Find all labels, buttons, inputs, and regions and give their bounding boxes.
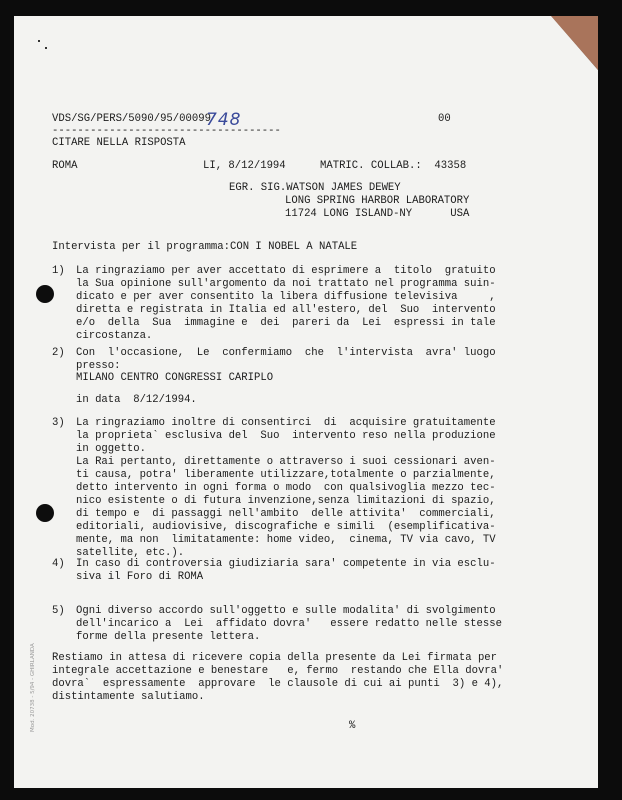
item-number: 3): [52, 417, 65, 429]
addressee-line: EGR. SIG.WATSON JAMES DEWEY: [229, 182, 401, 194]
footer-mark: %: [349, 720, 356, 732]
item-text-line: e/o della Sua immagine e dei pareri da Lei espressi in tale: [76, 317, 496, 329]
item-text-line: satellite, etc.).: [76, 547, 185, 559]
item-text-line: in data 8/12/1994.: [76, 394, 197, 406]
item-number: 2): [52, 347, 65, 359]
matric-number: MATRIC. COLLAB.: 43358: [320, 160, 467, 172]
item-text-line: dell'incarico a Lei affidato dovra' essere redatto nelle stesse: [76, 618, 502, 630]
addressee-line: 11724 LONG ISLAND-NY USA: [285, 208, 470, 220]
date: LI, 8/12/1994: [203, 160, 286, 172]
item-text-line: in oggetto.: [76, 443, 146, 455]
item-text-line: mente, ma non limitatamente: home video, cinema, TV via cavo, TV: [76, 534, 496, 546]
speck: [45, 47, 47, 49]
item-number: 5): [52, 605, 65, 617]
item-text-line: di tempo e di passaggi nell'ambito delle attivita' commerciali,: [76, 508, 496, 520]
item-text-line: diretta e registrata in Italia ed all'estero, del Suo intervento: [76, 304, 496, 316]
item-text-line: In caso di controversia giudiziaria sara' competente in via esclu-: [76, 558, 496, 570]
item-number: 4): [52, 558, 65, 570]
punch-hole-bottom: [36, 504, 54, 522]
item-text-line: Ogni diverso accordo sull'oggetto e sulle modalita' di svolgimento: [76, 605, 496, 617]
margin-print: Mod. 20738 - 5/94 - GHIRLANDA: [30, 643, 36, 732]
subject-line: Intervista per il programma:CON I NOBEL A NATALE: [52, 241, 358, 253]
place: ROMA: [52, 160, 78, 172]
item-text-line: editoriali, audiovisive, discografiche e simili (esemplificativa-: [76, 521, 496, 533]
speck: [38, 40, 40, 42]
item-text-line: La ringraziamo inoltre di consentirci di acquisire gratuitamente: [76, 417, 496, 429]
item-text-line: siva il Foro di ROMA: [76, 571, 204, 583]
item-text-line: nico esistente o di futura invenzione,senza limitazioni di spazio,: [76, 495, 496, 507]
closing-line: Restiamo in attesa di ricevere copia della presente da Lei firmata per: [52, 652, 498, 664]
item-text-line: presso:: [76, 360, 121, 372]
item-text-line: MILANO CENTRO CONGRESSI CARIPLO: [76, 372, 274, 384]
item-text-line: la proprieta` esclusiva del Suo intervento reso nella produzione: [76, 430, 496, 442]
closing-line: integrale accettazione e benestare e, fermo restando che Ella dovra': [52, 665, 504, 677]
closing-line: dovra` espressamente approvare le clausole di cui ai punti 3) e 4),: [52, 678, 504, 690]
item-text-line: detto intervento in ogni forma o modo con qualsivoglia mezzo tec-: [76, 482, 496, 494]
reference-underline: ------------------------------------: [52, 125, 281, 137]
item-text-line: la Sua opinione sull'argomento da noi trattato nel programma suin-: [76, 278, 496, 290]
item-text-line: circostanza.: [76, 330, 153, 342]
addressee-line: LONG SPRING HARBOR LABORATORY: [285, 195, 470, 207]
closing-line: distintamente salutiamo.: [52, 691, 205, 703]
reference-number: VDS/SG/PERS/5090/95/00099: [52, 113, 211, 125]
cite-note: CITARE NELLA RISPOSTA: [52, 137, 186, 149]
copy-code: 00: [438, 113, 451, 125]
item-text-line: dicato e per aver consentito la libera diffusione televisiva ,: [76, 291, 496, 303]
item-number: 1): [52, 265, 65, 277]
item-text-line: forme della presente lettera.: [76, 631, 261, 643]
item-text-line: ti causa, potra' liberamente utilizzare,totalmente o parzialmente,: [76, 469, 496, 481]
punch-hole-top: [36, 285, 54, 303]
item-text-line: La ringraziamo per aver accettato di esprimere a titolo gratuito: [76, 265, 496, 277]
item-text-line: La Rai pertanto, direttamente o attraverso i suoi cessionari aven-: [76, 456, 496, 468]
item-text-line: Con l'occasione, Le confermiamo che l'intervista avra' luogo: [76, 347, 496, 359]
handwritten-number: 748: [206, 110, 242, 130]
